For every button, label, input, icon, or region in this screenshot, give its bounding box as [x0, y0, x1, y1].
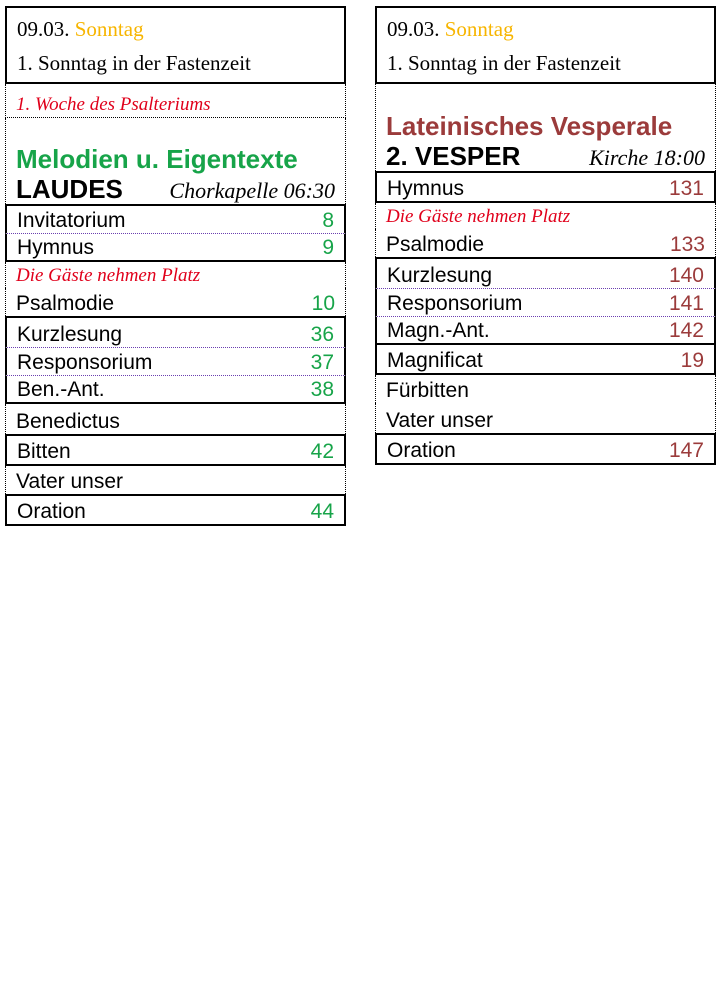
laudes-feast: 1. Sonntag in der Fastenzeit [17, 51, 251, 75]
list-item: Invitatorium 8 [5, 204, 346, 234]
vesper-feast: 1. Sonntag in der Fastenzeit [387, 51, 621, 75]
laudes-date-header [5, 6, 346, 84]
list-item: Responsorium 141 [375, 289, 716, 317]
list-item: Kurzlesung 36 [5, 316, 346, 348]
laudes-date: 09.03. [17, 17, 70, 41]
laudes-hour-name: LAUDES [16, 174, 123, 204]
list-item: Oration 44 [5, 494, 346, 526]
laudes-title-block [5, 118, 346, 204]
laudes-date-line [17, 16, 334, 42]
list-item: Vater unser [5, 466, 346, 494]
psalter-week: 1. Woche des Psalteriums [5, 84, 346, 118]
list-item: Fürbitten [375, 375, 716, 403]
vesper-date-line [387, 16, 704, 42]
list-item: Bitten 42 [5, 434, 346, 466]
vesper-title-block [375, 84, 716, 171]
list-item: Oration 147 [375, 433, 716, 465]
vesper-date: 09.03. [387, 17, 440, 41]
vesper-date-header [375, 6, 716, 84]
list-item: Hymnus 131 [375, 171, 716, 203]
list-item: Kurzlesung 140 [375, 257, 716, 289]
vesper-weekday: Sonntag [444, 17, 514, 41]
laudes-book-title: Melodien u. Eigentexte [16, 144, 298, 174]
list-item: Magnificat 19 [375, 345, 716, 375]
laudes-hour-line [16, 174, 335, 204]
laudes-card [5, 6, 346, 526]
vesper-guests-note: Die Gäste nehmen Platz [375, 203, 716, 229]
list-item: Benedictus [5, 404, 346, 434]
laudes-place-time: Chorkapelle 06:30 [169, 178, 335, 203]
vesper-card [375, 6, 716, 465]
laudes-guests-note: Die Gäste nehmen Platz [5, 262, 346, 288]
list-item: Magn.-Ant. 142 [375, 317, 716, 345]
vesper-hour-name: 2. VESPER [386, 141, 521, 171]
list-item: Vater unser [375, 403, 716, 433]
list-item: Ben.-Ant. 38 [5, 376, 346, 404]
list-item: Hymnus 9 [5, 234, 346, 262]
vesper-hour-line [386, 141, 705, 171]
laudes-weekday: Sonntag [74, 17, 144, 41]
vesper-place-time: Kirche 18:00 [589, 145, 705, 170]
list-item: Psalmodie 10 [5, 288, 346, 316]
vesper-book-title: Lateinisches Vesperale [386, 111, 673, 141]
list-item: Psalmodie 133 [375, 229, 716, 257]
list-item: Responsorium 37 [5, 348, 346, 376]
